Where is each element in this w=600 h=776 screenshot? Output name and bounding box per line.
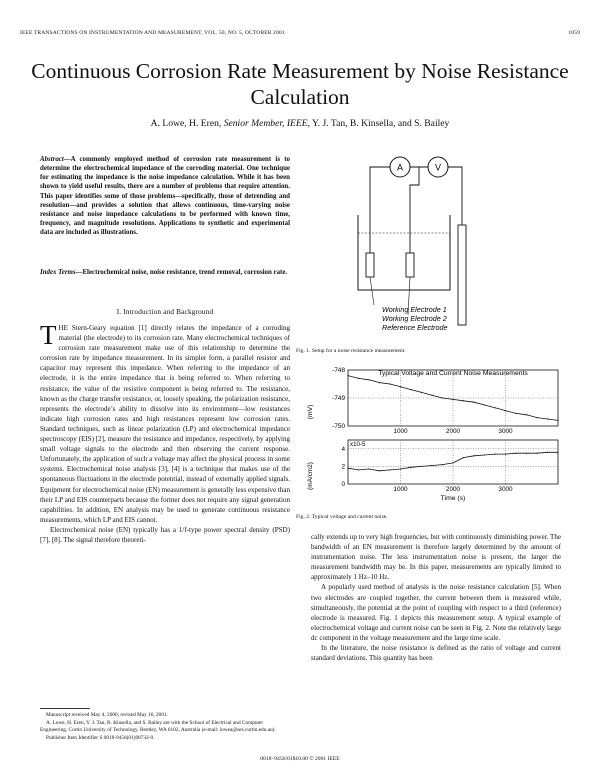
chart-1-point-13 xyxy=(484,454,485,455)
chart-1-point-12 xyxy=(473,455,474,456)
author-role: Senior Member, IEEE xyxy=(223,118,308,129)
chart-0-xtick-1: 2000 xyxy=(445,428,461,435)
chart-1-point-8 xyxy=(431,465,432,466)
chart-0-title: Typical Voltage and Current Noise Measurements xyxy=(378,370,528,377)
chart-0-point-17 xyxy=(526,414,527,415)
chart-1-point-9 xyxy=(442,464,443,465)
chart-1-point-10 xyxy=(452,462,453,463)
chart-0-point-12 xyxy=(473,402,474,403)
footnote-identifier: Publisher Item Identifier S 0018-9456(01)08732-0. xyxy=(46,734,155,741)
chart-1-point-17 xyxy=(526,453,527,454)
chart-1-point-14 xyxy=(494,453,495,454)
voltage-ylabel: (mV) xyxy=(307,404,314,420)
figure-1-caption: Fig. 1. Setup for a noise resistance measurement. xyxy=(296,348,406,354)
abstract xyxy=(40,155,290,237)
footnote-received: Manuscript received May 4, 2000; revised May 16, 2001. xyxy=(46,712,168,718)
current-ylabel: (mA/cm2) xyxy=(307,462,314,490)
chart-1-point-6 xyxy=(410,467,411,468)
index-terms-label: Index Terms xyxy=(40,269,76,276)
label-working-electrode-2: Working Electrode 2 xyxy=(382,314,447,323)
chart-0-point-3 xyxy=(379,382,380,383)
chart-1-ytick-1: 2 xyxy=(341,463,345,471)
chart-1-ytick-0: 4 xyxy=(341,446,345,453)
working-electrode-1 xyxy=(366,253,374,277)
chart-1-xtick-1: 2000 xyxy=(445,486,461,493)
chart-0-point-16 xyxy=(515,413,516,414)
abstract-text: —A commonly employed method of corrosion rate measurement is to determine the electrochemical impedance of the corroding material. One technique for estimating the impedance is the noise impedance calculation. While it has been shown to yield useful results, there are a number of problems that require attention. This paper identifies some of those problems—specifically, those of detrending and resolution—and provides a solution that allows continuous, time-varying noise resistance and noise impedance calculations to be performed with known time, frequency, and magnitude resolutions. Applications to synthetic and experimental data are included as illustrations. xyxy=(40,156,290,237)
chart-0-point-19 xyxy=(547,418,548,419)
chart-0-point-1 xyxy=(358,378,359,379)
chart-0-xtick-0: 1000 xyxy=(393,428,408,435)
chart-1-point-1 xyxy=(358,469,359,470)
wire-electrode-2 xyxy=(410,167,419,260)
chart-0-ytick-0: -748 xyxy=(332,367,345,375)
footnotes xyxy=(40,712,290,742)
chart-1-point-4 xyxy=(389,469,390,470)
chart-0-point-13 xyxy=(484,404,485,405)
intro-paragraph-1 xyxy=(40,320,290,525)
chart-0-point-5 xyxy=(400,386,401,387)
abstract-label: Abstract xyxy=(40,156,64,163)
chart-1-point-2 xyxy=(368,468,369,469)
page-number: 1059 xyxy=(568,30,580,36)
chart-0-point-20 xyxy=(557,420,558,421)
chart-1-xtick-0: 1000 xyxy=(393,486,408,493)
label-working-electrode-1: Working Electrode 1 xyxy=(382,305,447,314)
working-electrode-2 xyxy=(406,253,414,277)
paper-title: Continuous Corrosion Rate Measurement by Noise Resistance Calculation xyxy=(31,59,569,109)
voltmeter-label: V xyxy=(434,162,442,173)
chart-1-point-15 xyxy=(505,453,506,454)
right-paragraph-1: cally extends up to very high frequencies, but with continuously diminishing power. The bandwidth of an EN measurement is therefore largely determined by the amount of instrumentation noise. The less instrumentation noise is present, the larger the measurement bandwidth may be. In this paper, measurements are typically limited to approximately 1 Hz–10 Hz. xyxy=(311,533,561,582)
figure-2-noise-charts xyxy=(296,362,566,512)
chart-0-point-0 xyxy=(347,375,348,376)
chart-1-xlabel: Time (s) xyxy=(440,495,466,502)
chart-1-point-7 xyxy=(421,466,422,467)
chart-0-point-7 xyxy=(421,392,422,393)
electrochemical-cell xyxy=(358,215,450,290)
leader-line-1 xyxy=(370,277,374,305)
section-heading: I. Introduction and Background xyxy=(116,308,214,316)
chart-0-ytick-2: -750 xyxy=(332,423,345,431)
chart-0-point-8 xyxy=(431,395,432,396)
chart-0-point-15 xyxy=(505,410,506,411)
chart-1-point-5 xyxy=(400,468,401,469)
chart-0-point-2 xyxy=(368,379,369,380)
chart-0-point-11 xyxy=(463,400,464,401)
chart-1-point-18 xyxy=(536,453,537,454)
index-terms-text: —Electrochemical noise, noise resistance, trend removal, corrosion rate. xyxy=(75,269,288,276)
chart-0-ytick-1: -749 xyxy=(332,395,345,403)
wire-electrode-1 xyxy=(370,167,390,260)
left-column-body xyxy=(40,320,290,545)
chart-1-xtick-2: 3000 xyxy=(498,486,513,493)
chart-0-point-18 xyxy=(536,417,537,418)
chart-1-point-16 xyxy=(515,453,516,454)
journal-name: IEEE TRANSACTIONS ON INSTRUMENTATION AND MEASUREMENT, VOL. 50, NO. 5, OCTOBER 2001 xyxy=(20,30,285,36)
footnote-affiliation: A. Lowe, H. Eren, Y. J. Tan, B. Kinsella, and S. Bailey are with the School of Electrical and Computer Engineering, Curtin University of Technology, Bentley, WA 6102, Australia (e-mail: lowea@ses.curtin.edu.au). xyxy=(40,719,276,734)
right-column-body xyxy=(311,532,561,663)
chart-0-xtick-2: 3000 xyxy=(498,428,513,435)
chart-1-point-3 xyxy=(379,470,380,471)
intro-paragraph-1-text: HE Stern-Geary equation [1] directly relates the impedance of a corroding material (the electrode) to its corrosion rate. Many electrochemical techniques of corrosion rate measurement make use of this relationship to determine the corrosion rate by impedance measurement. In its simpler form, a parallel resistor and capacitor may represent this impedance. When referring to the impedance of an electrode, it is the entire impedance that is being referred to. When referring to resistance, the value of the resistive component is being referred to. The resistance, known as the charge transfer resistance, or, loosely speaking, the polarization resistance, represents the electrode’s ability to dissolve into its environment—low resistances indicate high corrosion rates and high resistances represent low corrosion rates. Standard techniques, such as linear polarization (LP) and electrochemical impedance spectroscopy (EIS) [2], measure the resistance and impedance, respectively, by applying small voltage signals to the electrode and then observing the current response. Unfortunately, the application of such a voltage may affect the physical process in some systems. Electrochemical noise analysis [3], [4] is a technique that makes use of the spontaneous fluctuations in the electrode potential, instead of externally applied signals. Equipment for electrochemical noise (EN) measurement is generally less expensive than their LP and EIS counterparts because the former does not require any signal generation capabilities. In addition, EN analysis may be used to generate continuous resistance measurements, which LP and EIS cannot. xyxy=(40,324,290,524)
author-line xyxy=(30,118,570,129)
drop-cap: T xyxy=(40,320,57,350)
chart-1-multiplier: x10-5 xyxy=(350,441,366,448)
running-head xyxy=(20,30,580,36)
figure-2-caption: Fig. 2. Typical voltage and current noise. xyxy=(296,514,388,520)
chart-1-point-0 xyxy=(347,468,348,469)
figure-1-setup-diagram xyxy=(300,145,580,345)
index-terms xyxy=(40,268,290,277)
footnote-rule xyxy=(40,708,90,709)
chart-1-point-11 xyxy=(463,457,464,458)
label-reference-electrode: Reference Electrode xyxy=(382,323,448,332)
reference-electrode xyxy=(458,225,466,325)
ammeter-label: A xyxy=(396,162,404,173)
author-names-2: , Y. J. Tan, B. Kinsella, and S. Bailey xyxy=(307,118,450,129)
chart-0-point-14 xyxy=(494,407,495,408)
intro-paragraph-2: Electrochemical noise (EN) typically has a 1/f-type power spectral density (PSD) [7], [8]. The signal therefore theoreti- xyxy=(40,525,290,544)
copyright-line: 0018–9456/01$10.00 © 2001 IEEE xyxy=(260,756,340,762)
chart-0-point-10 xyxy=(452,399,453,400)
chart-1-point-20 xyxy=(557,452,558,453)
author-names-1: A. Lowe, H. Eren, xyxy=(150,118,222,129)
right-paragraph-3: In the literature, the noise resistance is defined as the ratio of voltage and current standard deviations. This quantity has been xyxy=(311,644,561,663)
chart-1-point-19 xyxy=(547,452,548,453)
right-paragraph-2: A popularly used method of analysis is the noise resistance calculation [5]. When two electrodes are coupled together, the current between them is measured while, simultaneously, the potential at the point of coupling with respect to a third (reference) electrode is measured. Fig. 1 depicts this measurement setup. A typical example of electrochemical voltage and current noise can be seen in Fig. 2. Note the relatively large dc component in the voltage measurement and the large time scale. xyxy=(311,583,561,642)
chart-1-ytick-2: 0 xyxy=(341,481,345,489)
chart-0-point-9 xyxy=(442,397,443,398)
chart-0-point-6 xyxy=(410,389,411,390)
chart-1-frame xyxy=(348,440,558,484)
chart-0-point-4 xyxy=(389,383,390,384)
